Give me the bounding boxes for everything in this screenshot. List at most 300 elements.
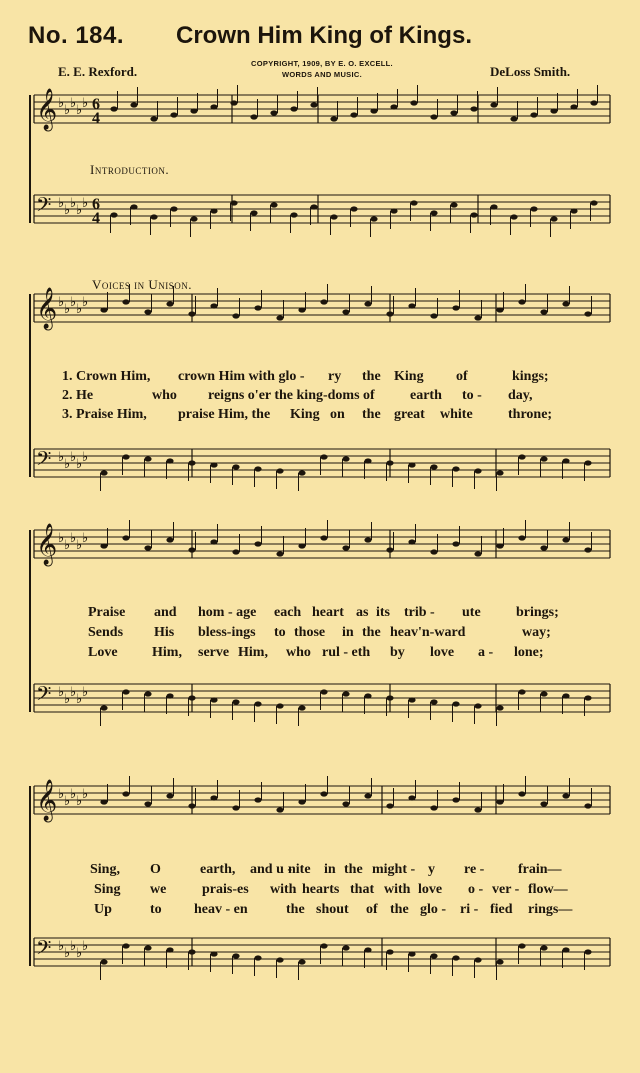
lyric-word: brings; [516, 605, 559, 620]
note-head [562, 301, 569, 306]
lyric-word: its [376, 605, 390, 620]
note-head [122, 689, 129, 694]
lyric-word: O [150, 862, 161, 877]
note-head [474, 468, 481, 473]
note-head [210, 208, 217, 213]
bass-clef: 𝄢 [36, 682, 52, 710]
lyric-word: trib - [404, 605, 435, 620]
note-head [230, 200, 237, 205]
note-head [170, 206, 177, 211]
note-head [330, 214, 337, 219]
bass-clef: 𝄢 [36, 193, 52, 221]
note-head [188, 695, 195, 700]
lyric-word: Praise [88, 605, 126, 620]
note-head [276, 468, 283, 473]
note-head [210, 539, 217, 544]
note-head [474, 315, 481, 320]
note-head [408, 697, 415, 702]
note-head [232, 805, 239, 810]
treble-clef: 𝄞 [36, 288, 58, 329]
note-head [540, 691, 547, 696]
note-head [144, 456, 151, 461]
lyric-word: hom - age [198, 605, 257, 620]
lyric-word: Sing, [90, 862, 120, 877]
note-head [450, 110, 457, 115]
note-head [254, 466, 261, 471]
flat-sign: ♭ [70, 195, 77, 210]
lyric-word: on [330, 407, 345, 422]
note-head [490, 204, 497, 209]
note-head [320, 299, 327, 304]
time-signature-bottom: 4 [92, 110, 100, 127]
note-head [518, 943, 525, 948]
lyric-word: crown Him with glo - [178, 369, 305, 384]
note-head [276, 703, 283, 708]
note-head [230, 100, 237, 105]
note-head [100, 470, 107, 475]
flat-sign: ♭ [82, 95, 89, 110]
note-head [510, 116, 517, 121]
note-head [474, 807, 481, 812]
note-head [144, 945, 151, 950]
note-head [276, 957, 283, 962]
flat-sign: ♭ [58, 95, 65, 110]
note-head [496, 307, 503, 312]
lyric-word: a - [478, 645, 494, 660]
note-head [370, 216, 377, 221]
lyric-word: with [270, 882, 297, 897]
note-head [518, 299, 525, 304]
flat-sign: ♭ [70, 530, 77, 545]
note-head [210, 104, 217, 109]
note-head [144, 309, 151, 314]
flat-sign: ♭ [70, 294, 77, 309]
note-head [452, 701, 459, 706]
flat-sign: ♭ [58, 938, 65, 953]
flat-sign: ♭ [70, 449, 77, 464]
lyric-word: we [150, 882, 167, 897]
note-head [320, 689, 327, 694]
lyric-word: in [342, 625, 354, 640]
note-head [122, 791, 129, 796]
flat-sign: ♭ [64, 301, 71, 316]
note-head [496, 959, 503, 964]
note-head [210, 303, 217, 308]
lyric-word: those [294, 625, 326, 640]
lyric-word: ry [328, 369, 342, 384]
verse-1-line-3 [60, 862, 620, 880]
note-head [496, 705, 503, 710]
lyric-word: throne; [508, 407, 553, 422]
note-head [100, 543, 107, 548]
lyric-word: fied [490, 902, 513, 917]
lyric-word: glo - [420, 902, 447, 917]
flat-sign: ♭ [76, 537, 83, 552]
note-head [408, 951, 415, 956]
note-head [310, 204, 317, 209]
note-head [408, 539, 415, 544]
lyric-word: of [366, 902, 378, 917]
note-head [276, 315, 283, 320]
note-head [320, 943, 327, 948]
note-head [386, 949, 393, 954]
note-head [330, 116, 337, 121]
time-signature-top: 6 [92, 96, 100, 113]
lyric-word: in [324, 862, 336, 877]
note-head [210, 462, 217, 467]
lyric-word: nite [288, 862, 311, 877]
note-head [410, 100, 417, 105]
note-head [452, 305, 459, 310]
note-head [584, 460, 591, 465]
note-head [430, 549, 437, 554]
introduction-label: Introduction. [90, 162, 170, 177]
lyric-word: to - [462, 388, 482, 403]
hymn-title: Crown Him King of Kings. [176, 22, 472, 49]
lyric-word: Sing [94, 882, 121, 897]
verse-3-line-3 [60, 902, 620, 920]
note-head [100, 705, 107, 710]
note-head [342, 801, 349, 806]
note-head [584, 949, 591, 954]
note-head [150, 214, 157, 219]
flat-sign: ♭ [76, 202, 83, 217]
flat-sign: ♭ [76, 102, 83, 117]
note-head [386, 547, 393, 552]
lyric-word: to [274, 625, 286, 640]
note-head [232, 699, 239, 704]
note-head [364, 301, 371, 306]
lyric-word: 1. Crown Him, [62, 369, 151, 384]
note-head [254, 955, 261, 960]
note-head [254, 701, 261, 706]
flat-sign: ♭ [64, 691, 71, 706]
flat-sign: ♭ [82, 684, 89, 699]
note-head [496, 799, 503, 804]
lyric-word: by [390, 645, 405, 660]
note-head [540, 309, 547, 314]
note-head [518, 791, 525, 796]
flat-sign: ♭ [76, 691, 83, 706]
note-head [122, 535, 129, 540]
note-head [474, 703, 481, 708]
note-head [310, 102, 317, 107]
lyric-word: prais-es [202, 882, 249, 897]
lyric-word: with [384, 882, 411, 897]
lyric-word: bless-ings [198, 625, 256, 640]
composer: DeLoss Smith. [490, 64, 571, 79]
note-head [550, 216, 557, 221]
note-head [584, 547, 591, 552]
note-head [364, 947, 371, 952]
lyric-word: the [390, 902, 409, 917]
flat-sign: ♭ [76, 945, 83, 960]
lyric-word: who [152, 388, 177, 403]
lyric-word: day, [508, 388, 533, 403]
lyric-word: heav'n-ward [390, 625, 466, 640]
flat-sign: ♭ [82, 530, 89, 545]
note-head [166, 301, 173, 306]
note-head [550, 108, 557, 113]
note-head [364, 693, 371, 698]
flat-sign: ♭ [58, 530, 65, 545]
note-head [350, 112, 357, 117]
note-head [290, 106, 297, 111]
note-head [254, 305, 261, 310]
verse-3-line-2 [60, 645, 620, 663]
flat-sign: ♭ [58, 449, 65, 464]
note-head [166, 537, 173, 542]
lyric-word: lone; [514, 645, 544, 660]
note-head [342, 309, 349, 314]
note-head [590, 200, 597, 205]
note-head [188, 547, 195, 552]
copyright-subline: WORDS AND MUSIC. [282, 70, 362, 79]
note-head [474, 957, 481, 962]
note-head [408, 303, 415, 308]
note-head [364, 537, 371, 542]
bass-clef: 𝄢 [36, 936, 52, 964]
note-head [452, 797, 459, 802]
lyric-word: great [394, 407, 425, 422]
lyric-word: way; [522, 625, 551, 640]
note-head [144, 801, 151, 806]
note-head [166, 793, 173, 798]
note-head [590, 100, 597, 105]
flat-sign: ♭ [82, 195, 89, 210]
note-head [298, 543, 305, 548]
note-head [584, 311, 591, 316]
lyric-word: King [290, 407, 320, 422]
lyric-word: frain— [518, 862, 562, 877]
lyric-word: and u - [250, 862, 293, 877]
note-head [540, 801, 547, 806]
bass-clef: 𝄢 [36, 447, 52, 475]
note-head [386, 803, 393, 808]
lyric-word: rul - eth [322, 645, 371, 660]
note-head [250, 210, 257, 215]
lyric-word: praise Him, the [178, 407, 271, 422]
lyric-word: Up [94, 902, 112, 917]
verse-1-line-1 [60, 369, 620, 387]
lyric-word: King [394, 369, 424, 384]
lyric-word: reigns o'er the king-doms of [208, 388, 375, 403]
note-head [298, 799, 305, 804]
verse-2-line-2 [60, 625, 620, 643]
note-head [386, 695, 393, 700]
lyric-word: shout [316, 902, 349, 917]
note-head [510, 214, 517, 219]
note-head [166, 693, 173, 698]
flat-sign: ♭ [64, 456, 71, 471]
note-head [342, 945, 349, 950]
note-head [110, 212, 117, 217]
note-head [562, 793, 569, 798]
note-head [232, 464, 239, 469]
flat-sign: ♭ [64, 945, 71, 960]
note-head [452, 466, 459, 471]
lyric-word: o - [468, 882, 484, 897]
note-head [470, 212, 477, 217]
note-head [166, 458, 173, 463]
note-head [320, 535, 327, 540]
lyric-word: the [362, 369, 381, 384]
lyric-word: Him, [152, 645, 182, 660]
lyric-word: Love [88, 645, 118, 660]
flat-sign: ♭ [58, 294, 65, 309]
note-head [170, 112, 177, 117]
note-head [276, 807, 283, 812]
note-head [530, 112, 537, 117]
note-head [150, 116, 157, 121]
note-head [210, 795, 217, 800]
lyric-word: ri - [460, 902, 479, 917]
note-head [562, 693, 569, 698]
verse-2-line-1 [60, 388, 620, 406]
note-head [320, 454, 327, 459]
lyric-word: might - [372, 862, 416, 877]
note-head [408, 795, 415, 800]
flat-sign: ♭ [82, 294, 89, 309]
note-head [450, 202, 457, 207]
flat-sign: ♭ [64, 793, 71, 808]
note-head [364, 458, 371, 463]
flat-sign: ♭ [76, 793, 83, 808]
note-head [210, 697, 217, 702]
lyric-word: the [286, 902, 305, 917]
note-head [342, 545, 349, 550]
note-head [410, 200, 417, 205]
flat-sign: ♭ [76, 301, 83, 316]
note-head [110, 106, 117, 111]
note-head [144, 545, 151, 550]
note-head [518, 535, 525, 540]
flat-sign: ♭ [82, 938, 89, 953]
note-head [584, 695, 591, 700]
note-head [190, 216, 197, 221]
note-head [232, 953, 239, 958]
note-head [100, 307, 107, 312]
hymn-number: No. 184. [28, 22, 125, 49]
note-head [474, 551, 481, 556]
note-head [496, 543, 503, 548]
flat-sign: ♭ [70, 786, 77, 801]
voices-label: Voices in Unison. [92, 277, 193, 292]
flat-sign: ♭ [58, 195, 65, 210]
note-head [430, 114, 437, 119]
note-head [298, 705, 305, 710]
note-head [188, 460, 195, 465]
verse-3-line-1 [60, 407, 620, 425]
lyric-word: the [362, 407, 381, 422]
note-head [386, 311, 393, 316]
time-signature-bottom: 4 [92, 210, 100, 227]
treble-clef: 𝄞 [36, 89, 58, 130]
note-head [540, 456, 547, 461]
note-head [144, 691, 151, 696]
lyric-word: Sends [88, 625, 124, 640]
flat-sign: ♭ [70, 95, 77, 110]
copyright-line: COPYRIGHT, 1909, BY E. O. EXCELL. [251, 59, 393, 68]
note-head [408, 462, 415, 467]
note-head [518, 454, 525, 459]
lyric-word: flow— [528, 882, 568, 897]
note-head [122, 299, 129, 304]
note-head [530, 206, 537, 211]
note-head [290, 212, 297, 217]
lyric-word: 2. He [62, 388, 94, 403]
note-head [430, 953, 437, 958]
lyric-word: ute [462, 605, 481, 620]
note-head [470, 106, 477, 111]
lyric-word: heav - en [194, 902, 248, 917]
note-head [496, 470, 503, 475]
note-head [584, 803, 591, 808]
lyricist: E. E. Rexford. [58, 64, 138, 79]
lyric-word: kings; [512, 369, 549, 384]
note-head [122, 454, 129, 459]
note-head [270, 110, 277, 115]
lyric-word: y [428, 862, 435, 877]
lyric-word: white [440, 407, 473, 422]
time-signature-top: 6 [92, 196, 100, 213]
note-head [570, 208, 577, 213]
lyric-word: ver - [492, 882, 520, 897]
flat-sign: ♭ [64, 102, 71, 117]
lyric-word: love [430, 645, 455, 660]
note-head [570, 104, 577, 109]
note-head [276, 551, 283, 556]
flat-sign: ♭ [64, 202, 71, 217]
note-head [130, 204, 137, 209]
note-head [254, 797, 261, 802]
note-head [386, 460, 393, 465]
note-head [320, 791, 327, 796]
flat-sign: ♭ [64, 537, 71, 552]
note-head [100, 799, 107, 804]
lyric-word: the [344, 862, 363, 877]
flat-sign: ♭ [76, 456, 83, 471]
note-head [430, 210, 437, 215]
note-head [452, 955, 459, 960]
note-head [562, 947, 569, 952]
note-head [100, 959, 107, 964]
flat-sign: ♭ [58, 684, 65, 699]
flat-sign: ♭ [70, 938, 77, 953]
lyric-word: that [350, 882, 375, 897]
lyric-word: to [150, 902, 162, 917]
note-head [250, 114, 257, 119]
verse-1-line-2 [60, 605, 620, 623]
lyric-word: who [286, 645, 311, 660]
lyric-word: 3. Praise Him, [62, 407, 147, 422]
lyric-word: serve [198, 645, 230, 660]
note-head [188, 311, 195, 316]
lyric-word: Him, [238, 645, 268, 660]
lyric-word: love [418, 882, 443, 897]
note-head [188, 803, 195, 808]
note-head [370, 108, 377, 113]
lyric-word: the [362, 625, 381, 640]
flat-sign: ♭ [58, 786, 65, 801]
note-head [562, 458, 569, 463]
note-head [298, 307, 305, 312]
note-head [364, 793, 371, 798]
note-head [232, 313, 239, 318]
note-head [166, 947, 173, 952]
note-head [270, 202, 277, 207]
note-head [188, 949, 195, 954]
